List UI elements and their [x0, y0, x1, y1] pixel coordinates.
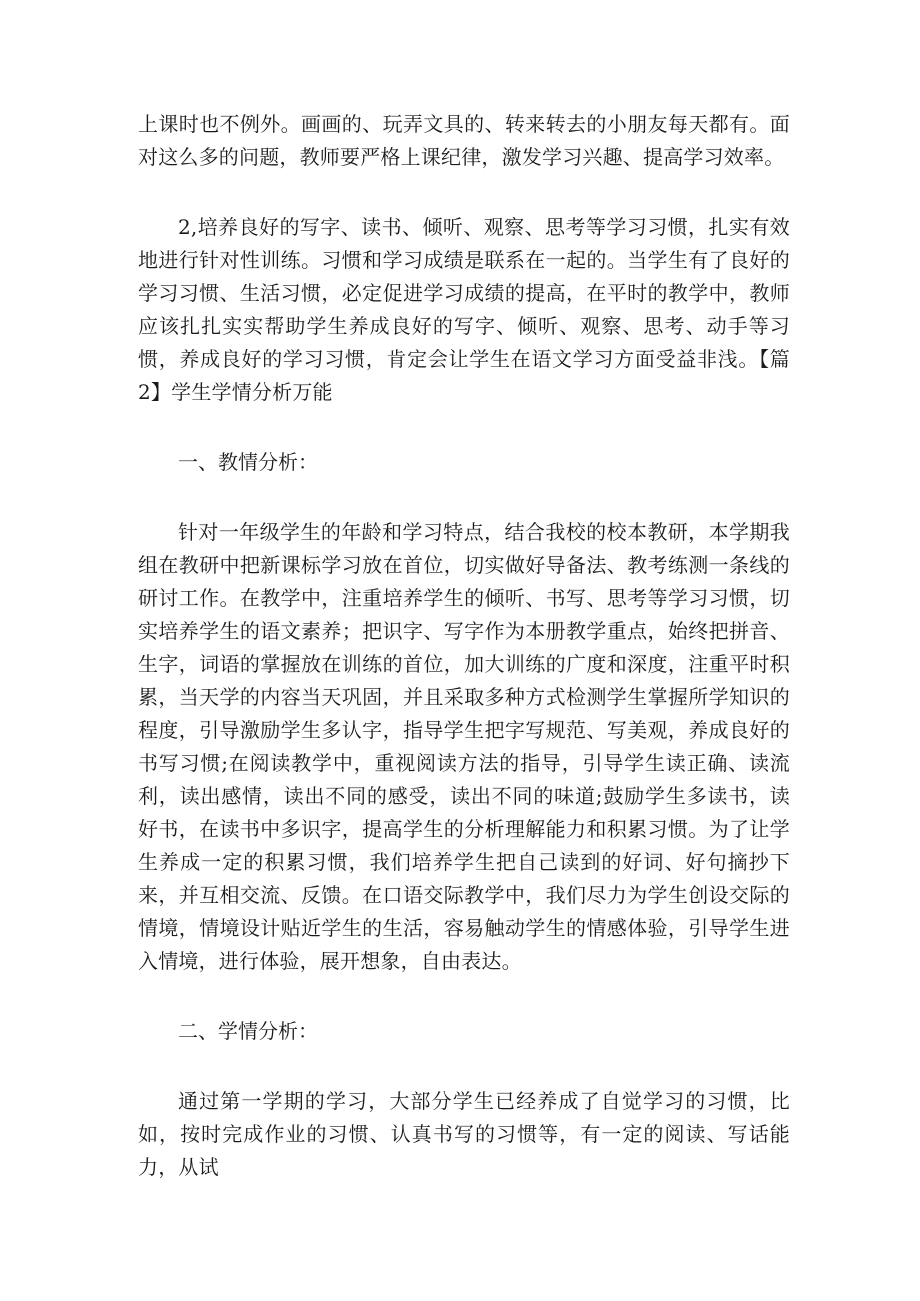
paragraph-1: 上课时也不例外。画画的、玩弄文具的、转来转去的小朋友每天都有。面对这么多的问题，教师要严格上课纪律，激发学习兴趣、提高学习效率。: [138, 112, 790, 169]
paragraph-gap: [138, 479, 790, 516]
section-heading-teaching: 一、教情分析：: [178, 450, 318, 474]
paragraph-3: 针对一年级学生的年龄和学习特点，结合我校的校本教研，本学期我组在教研中把新课标学习放在首位，切实做好导备法、教考练测一条线的研讨工作。在教学中，注重培养学生的倾听、书写、思考等学习习惯，切实培养学生的语文素养；把识字、写字作为本册教学重点，始终把拼音、生字，词语的掌握放在训练的首位，加大训练的广度和深度，注重平时积累，当天学的内容当天巩固，并且采取多种方式检测学生掌握所学知识的程度，引导激励学生多认字，指导学生把字写规范、写美观，养成良好的书写习惯;在阅读教学中，重视阅读方法的指导，引导学生读正确、读流利，读出感情，读出不同的感受，读出不同的味道;鼓励学生多读书，读好书，在读书中多识字，提高学生的分析理解能力和积累习惯。为了让学生养成一定的积累习惯，我们培养学生把自己读到的好词、好句摘抄下来，并互相交流、反馈。在口语交际教学中，我们尽力为学生创设交际的情境，情境设计贴近学生的生活，容易触动学生的情感体验，引导学生进入情境，进行体验，展开想象，自由表达。: [138, 520, 790, 973]
section-heading-learning: 二、学情分析：: [178, 1019, 318, 1043]
paragraph-gap: [138, 174, 790, 211]
document-page: [138, 108, 790, 1184]
paragraph-gap: [138, 1048, 790, 1085]
paragraph-gap: [138, 409, 790, 446]
paragraph-4: 通过第一学期的学习，大部分学生已经养成了自觉学习的习惯，比如，按时完成作业的习惯、认真书写的习惯等，有一定的阅读、写话能力，从试: [138, 1089, 790, 1179]
paragraph-2: 2,培养良好的写字、读书、倾听、观察、思考等学习习惯，扎实有效地进行针对性训练。习惯和学习成绩是联系在一起的。当学生有了良好的学习习惯、生活习惯，必定促进学习成绩的提高，在平时的教学中，教师应该扎扎实实帮助学生养成良好的写字、倾听、观察、思考、动手等习惯，养成良好的学习习惯，肯定会让学生在语文学习方面受益非浅。【篇2】学生学情分析万能: [138, 215, 790, 404]
paragraph-gap: [138, 978, 790, 1015]
